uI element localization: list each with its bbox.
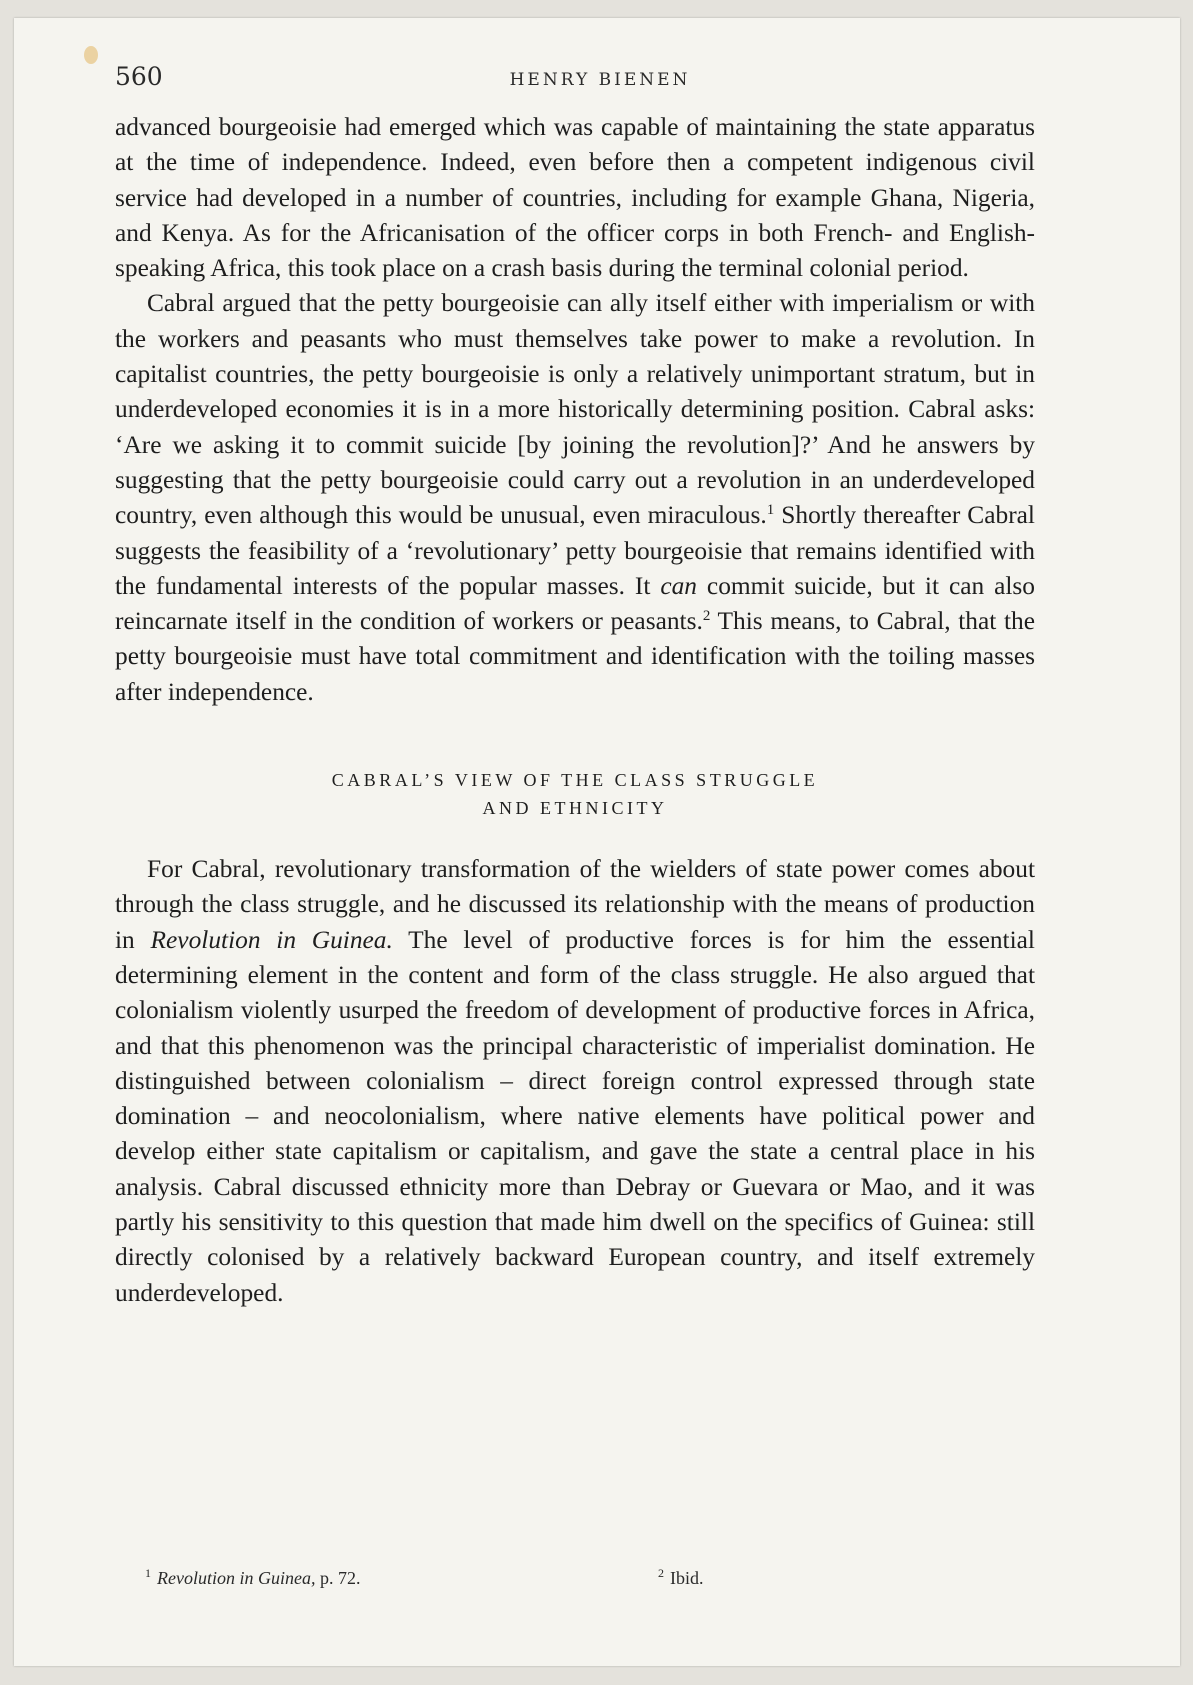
paragraph-2-text-a: Cabral argued that the petty bourgeoisie can ally itself either with imperialism or with the workers and peasants who must themselves take power to make a revolution. In capitalist countries, the petty bourgeoisie is only a relatively unimportant stratum, but in underdeveloped economies it is in a more historically determining position. Cabral asks: ‘Are we asking it to commit suicide [by joining the revolution]?’ And he answers by suggesting that the petty bourgeoisie could carry out a revolution in an underdeveloped country, even although this would be unusual, even miraculous. [115,289,1035,530]
footnote-ref-2: 2 [702,608,711,625]
section-heading [115,766,1035,822]
paragraph-1-text: advanced bourgeoisie had emerged which was capable of maintaining the state apparatus at the time of independence. Indeed, even before then a competent indigenous civil service had developed in a number of countries, including for example Ghana, Nigeria, and Kenya. As for the Africanisation of the officer corps in both French- and English-speaking Africa, this took place on a crash basis during the terminal colonial period. [115,113,1035,283]
page-number: 560 [115,62,163,91]
section-heading-line-1: CABRAL’S VIEW OF THE CLASS STRUGGLE [331,770,819,791]
paragraph-2-text-c: commit suicide, but it can also reincarnate itself in the condition of workers or peasants. [115,571,1035,636]
footnote-1-page: p. 72. [315,1568,361,1588]
paragraph-3-text-b: The level of productive forces is for him the essential determining element in the content and form of the class struggle. He also argued that colonialism violently usurped the freedom of development of productive forces in Africa, and that this phenomenon was the principal characteristic of imperialist domination. He distinguished between colonialism – direct foreign control expressed through state domination – and neocolonialism, where native elements have political power and develop either state capitalism or capitalism, and gave the state a central place in his analysis. Cabral discussed ethnicity more than Debray or Guevara or Mao, and it was partly his sensitivity to this question that made him dwell on the specifics of Guinea: still directly colonised by a relatively backward European country, and itself extremely underdeveloped. [115,925,1035,1307]
footnote-1-mark: 1 [145,1566,151,1580]
footnote-2-text: Ibid. [670,1568,704,1588]
paper-stain [84,46,98,64]
running-head: HENRY BIENEN [509,70,691,90]
section-heading-line-2: AND ETHNICITY [482,798,668,819]
footnote-2-mark: 2 [658,1566,664,1580]
paragraph-3-emphasis: Revolution in Guinea. [150,925,393,954]
paragraph-1 [115,110,1035,286]
footnote-ref-1: 1 [766,502,775,519]
paragraph-2-text-b: Shortly thereafter Cabral suggests the feasibility of a ‘revolutionary’ petty bourgeoisie that remains identified with the fundamental interests of the popular masses. It [115,501,1035,600]
paragraph-2-text-d: This means, to Cabral, that the petty bourgeoisie must have total commitment and identification with the toiling masses after independence. [115,607,1035,706]
footnote-2 [658,1566,704,1589]
footnote-1-title: Revolution in Guinea, [157,1568,316,1588]
paragraph-2 [115,286,1035,710]
paragraph-3-text-a: For Cabral, revolutionary transformation of the wielders of state power comes about through the class struggle, and he discussed its relationship with the means of production in [115,855,1035,954]
page-header [115,56,1035,96]
paragraph-3 [115,852,1035,1311]
body-text [115,110,1035,1311]
footnote-1 [145,1566,360,1589]
paragraph-2-emphasis: can [660,571,698,600]
